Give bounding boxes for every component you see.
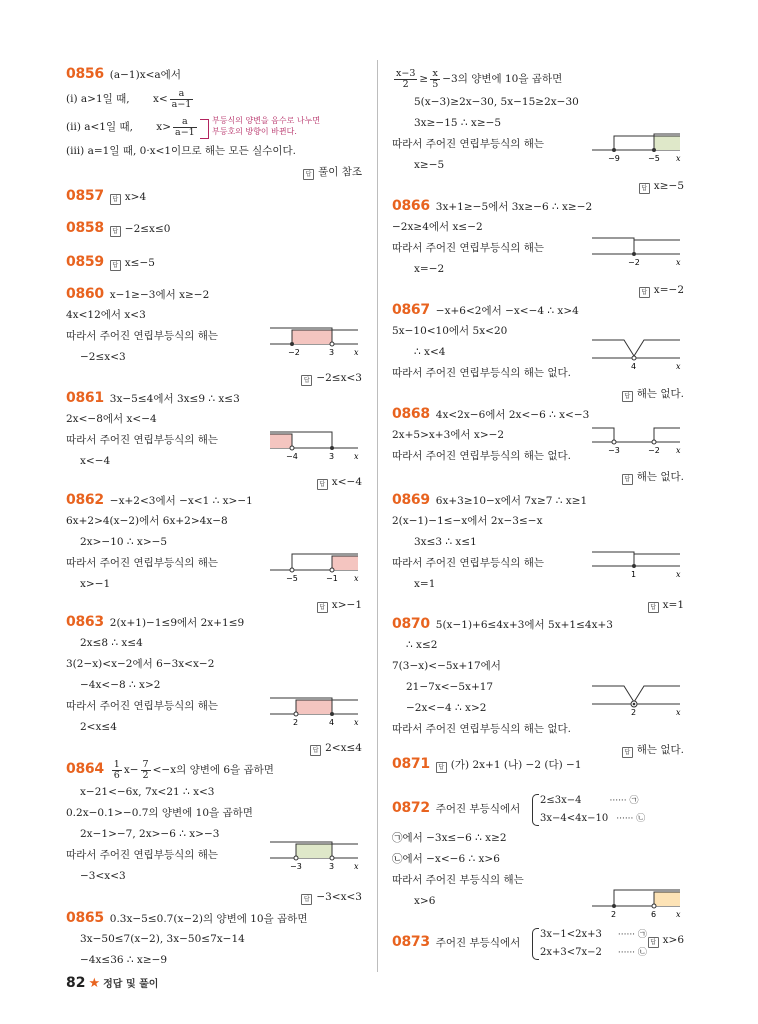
number-line (592, 128, 684, 168)
problem-number: 0872 (392, 800, 430, 816)
problem-0870 (392, 614, 684, 760)
problem-0859 (66, 252, 362, 273)
answer-icon: 답 (310, 745, 321, 756)
answer: 답 x>6 (392, 930, 684, 950)
answer: 답 풀이 참조 (66, 162, 362, 182)
answer-icon: 답 (301, 894, 312, 905)
number-line (270, 548, 362, 588)
system-brace (532, 928, 539, 960)
answer: −2≤x≤0 (124, 223, 171, 235)
solution-line: 2x>−10 ∴ x>−5 (80, 536, 168, 548)
problem-number: 0871 (392, 756, 430, 772)
svg-text:x: x (354, 348, 359, 357)
svg-text:1: 1 (631, 570, 637, 579)
answer-icon: 답 (622, 747, 633, 758)
problem-number: 0870 (392, 616, 430, 632)
solution-line: 따라서 주어진 연립부등식의 해는 없다. (392, 450, 571, 462)
solution-line: 3x≤3 ∴ x≤1 (414, 536, 477, 548)
solution-line: 4x<12에서 x<3 (66, 309, 146, 321)
problem-0860 (66, 284, 362, 388)
solution-line: 3(2−x)<x−2에서 6−3x<x−2 (66, 658, 215, 670)
problem-number: 0856 (66, 66, 104, 82)
solution-line: 따라서 주어진 연립부등식의 해는 (392, 242, 545, 254)
problem-0865-continued (392, 66, 684, 196)
problem-number: 0859 (66, 254, 104, 270)
solution-line: 3x+1≥−5에서 3x≥−6 ∴ x≥−2 (435, 201, 593, 213)
number-line (270, 836, 362, 876)
solution-line: 4x<2x−6에서 2x<−6 ∴ x<−3 (435, 409, 590, 421)
problem-number: 0869 (392, 492, 430, 508)
answer-icon: 답 (648, 602, 659, 613)
solution-line: −4x≤36 ∴ x≥−9 (80, 954, 168, 966)
number-line (270, 322, 362, 362)
problem-0865 (66, 908, 362, 971)
answer-icon: 답 (436, 762, 447, 773)
svg-text:x: x (676, 362, 681, 371)
answer-icon: 답 (317, 479, 328, 490)
svg-text:x: x (354, 452, 359, 461)
margin-note: 부등식의 양변을 음수로 나누면 부등호의 방향이 바뀐다. (212, 116, 321, 136)
answer: 답 x=1 (392, 595, 684, 615)
solution-line: 6x+2>4(x−2)에서 6x+2>4x−8 (66, 515, 228, 527)
solution-line: 0.3x−5≤0.7(x−2)의 양변에 10을 곱하면 (109, 913, 308, 925)
case-label: (ⅱ) a<1일 때, (66, 121, 133, 133)
number-line (592, 332, 684, 376)
solution-line: 2x+5>x+3에서 x>−2 (392, 429, 505, 441)
solution-line: 따라서 주어진 연립부등식의 해는 (66, 330, 219, 342)
column-divider (377, 60, 378, 972)
problem-0856 (66, 64, 362, 182)
case-expr: x> (156, 121, 172, 133)
fraction: $\frac{a}{a-1}$ (175, 115, 195, 138)
problem-number: 0868 (392, 406, 430, 422)
solution-line: x>6 (414, 895, 436, 907)
case-label: (ⅰ) a>1일 때, (66, 93, 130, 105)
answer-icon: 답 (303, 169, 314, 180)
svg-text:x: x (354, 862, 359, 871)
svg-text:−9: −9 (608, 154, 620, 163)
answer-icon: 답 (639, 287, 650, 298)
solution-line: −2x≥4에서 x≤−2 (392, 221, 483, 233)
solution-line: 7(3−x)<−5x+17에서 (392, 660, 501, 672)
inequality-system: 2≤3x−4 ······ ㉠ 3x−4<4x−10 ······ ㉡ (540, 792, 645, 828)
answer: 답 x<−4 (66, 472, 362, 492)
system-brace (532, 794, 539, 826)
problem-number: 0865 (66, 910, 104, 926)
problem-number: 0864 (66, 761, 104, 777)
solution-line: x≥−5 (414, 159, 445, 171)
answer: (가) 2x+1 (나) −2 (다) −1 (450, 759, 582, 771)
answer-icon: 답 (110, 194, 121, 205)
solution-line: x=−2 (414, 263, 445, 275)
problem-0867 (392, 300, 684, 404)
inequality-system: 3x−1<2x+3 ······ ㉠ 2x+3<7x−2 ······ ㉡ (540, 926, 647, 962)
answer: 답 해는 없다. (392, 740, 684, 760)
svg-text:x: x (676, 258, 681, 267)
answer-icon: 답 (110, 260, 121, 271)
svg-text:x: x (676, 708, 681, 717)
answer-icon: 답 (639, 183, 650, 194)
svg-text:−2: −2 (628, 258, 640, 267)
svg-text:−1: −1 (326, 574, 338, 583)
answer: 답 x=−2 (392, 280, 684, 300)
problem-number: 0867 (392, 302, 430, 318)
note-brace (200, 119, 209, 139)
solution-line: −2x<−4 ∴ x>2 (406, 702, 487, 714)
problem-number: 0862 (66, 492, 104, 508)
page-number: 82 (66, 975, 86, 991)
problem-0871 (392, 754, 684, 775)
problem-0857 (66, 186, 362, 207)
problem-0869 (392, 490, 684, 615)
solution-line: 주어진 부등식에서 (435, 937, 521, 949)
fraction: $\frac{1}{6}$ (113, 758, 120, 781)
solution-line: 5x−10<10에서 5x<20 (392, 325, 508, 337)
expr: ≥ (419, 73, 429, 85)
fraction: $\frac{x}{5}$ (432, 67, 439, 90)
solution-line: −x+2<3에서 −x<1 ∴ x>−1 (109, 495, 253, 507)
svg-text:−3: −3 (608, 446, 620, 455)
svg-text:x: x (676, 910, 681, 919)
number-line (592, 884, 684, 924)
svg-text:x: x (354, 718, 359, 727)
svg-text:−5: −5 (286, 574, 298, 583)
solution-line: 3x−5≤4에서 3x≤9 ∴ x≤3 (109, 393, 240, 405)
solution-line: 따라서 주어진 부등식의 해는 (392, 874, 524, 886)
svg-text:3: 3 (329, 862, 335, 871)
solution-line: 5(x−3)≥2x−30, 5x−15≥2x−30 (414, 96, 579, 108)
answer-icon: 답 (622, 474, 633, 485)
expr: x− (123, 764, 139, 776)
solution-line: −x+6<2에서 −x<−4 ∴ x>4 (435, 305, 579, 317)
answer-icon: 답 (648, 937, 659, 948)
number-line (592, 544, 684, 584)
solution-line: ∴ x≤2 (406, 639, 438, 651)
answer-icon: 답 (301, 375, 312, 386)
svg-text:x: x (676, 446, 681, 455)
solution-line: −4x<−8 ∴ x>2 (80, 679, 161, 691)
case-expr: x< (152, 93, 168, 105)
svg-text:3: 3 (329, 348, 335, 357)
svg-text:−4: −4 (286, 452, 298, 461)
answer: x≤−5 (124, 257, 155, 269)
solution-line: 0.2x−0.1>−0.7의 양변에 10을 곱하면 (66, 807, 253, 819)
svg-text:−5: −5 (648, 154, 660, 163)
svg-text:−2: −2 (288, 348, 300, 357)
problem-0866 (392, 196, 684, 300)
number-line (592, 420, 684, 460)
solution-line: 따라서 주어진 연립부등식의 해는 (392, 138, 545, 150)
solution-line: 3x−50≤7(x−2), 3x−50≤7x−14 (80, 933, 245, 945)
svg-text:2: 2 (293, 718, 299, 727)
problem-0862 (66, 490, 362, 615)
solution-line: (a−1)x<a에서 (109, 69, 181, 81)
answer: 답 −3<x<3 (66, 887, 362, 907)
svg-text:2: 2 (611, 910, 617, 919)
problem-number: 0863 (66, 614, 104, 630)
solution-line: ㉡에서 −x<−6 ∴ x>6 (392, 853, 500, 865)
problem-0863 (66, 612, 362, 758)
svg-text:−2: −2 (648, 446, 660, 455)
solution-line: 2x<−8에서 x<−4 (66, 413, 157, 425)
solution-line: ㉠에서 −3x≤−6 ∴ x≥2 (392, 832, 507, 844)
solution-line: 따라서 주어진 연립부등식의 해는 (66, 700, 219, 712)
number-line (592, 678, 684, 722)
answer: x>4 (124, 191, 147, 203)
answer-icon: 답 (317, 602, 328, 613)
solution-line: ∴ x<4 (414, 346, 446, 358)
problem-0868 (392, 404, 684, 487)
footer-label: 정답 및 풀이 (103, 979, 159, 990)
expr: <−x의 양변에 6을 곱하면 (152, 764, 274, 776)
solution-line: 따라서 주어진 연립부등식의 해는 (66, 557, 219, 569)
svg-text:x: x (676, 154, 681, 163)
solution-line: 5(x−1)+6≤4x+3에서 5x+1≤4x+3 (435, 619, 613, 631)
solution-line: 2(x+1)−1≤9에서 2x+1≤9 (109, 617, 245, 629)
solution-line: (ⅲ) a=1일 때, 0·x<1이므로 해는 모든 실수이다. (66, 145, 296, 157)
solution-line: 따라서 주어진 연립부등식의 해는 (66, 434, 219, 446)
solution-line: x=1 (414, 578, 436, 590)
number-line (592, 232, 684, 272)
solution-line: 2(x−1)−1≤−x에서 2x−3≤−x (392, 515, 543, 527)
svg-text:4: 4 (329, 718, 335, 727)
problem-number: 0866 (392, 198, 430, 214)
solution-line: 2x≤8 ∴ x≤4 (80, 637, 143, 649)
problem-number: 0873 (392, 934, 430, 950)
answer: 답 x>−1 (66, 595, 362, 615)
solution-line: 따라서 주어진 연립부등식의 해는 (392, 557, 545, 569)
solution-line: −3<x<3 (80, 870, 126, 882)
problem-0873 (392, 928, 684, 956)
answer: 답 해는 없다. (392, 384, 684, 404)
solution-line: x−21<−6x, 7x<21 ∴ x<3 (80, 786, 215, 798)
answer: 답 −2≤x<3 (66, 368, 362, 388)
solution-line: 3x≥−15 ∴ x≥−5 (414, 117, 502, 129)
svg-text:4: 4 (631, 362, 637, 371)
answer-icon: 답 (110, 226, 121, 237)
problem-0861 (66, 388, 362, 492)
answer: 답 2<x≤4 (66, 738, 362, 758)
solution-line: −2≤x<3 (80, 351, 126, 363)
svg-text:x: x (676, 570, 681, 579)
fraction: $\frac{x-3}{2}$ (396, 67, 416, 90)
star-icon: ★ (88, 976, 101, 991)
problem-number: 0857 (66, 188, 104, 204)
solution-line: 따라서 주어진 연립부등식의 해는 없다. (392, 723, 571, 735)
problem-number: 0860 (66, 286, 104, 302)
solution-line: x−1≥−3에서 x≥−2 (109, 289, 210, 301)
solution-line: 따라서 주어진 연립부등식의 해는 (66, 849, 219, 861)
solution-line: 21−7x<−5x+17 (406, 681, 494, 693)
problem-number: 0858 (66, 220, 104, 236)
solution-line: x>−1 (80, 578, 111, 590)
solution-line: 2x−1>−7, 2x>−6 ∴ x>−3 (80, 828, 220, 840)
problem-0864 (66, 756, 362, 907)
solution-line: x<−4 (80, 455, 111, 467)
answer-icon: 답 (622, 391, 633, 402)
solution-line: 2<x≤4 (80, 721, 117, 733)
solution-line: 6x+3≥10−x에서 7x≥7 ∴ x≥1 (435, 495, 588, 507)
page-footer (66, 975, 158, 991)
answer: 답 해는 없다. (392, 467, 684, 487)
svg-text:x: x (354, 574, 359, 583)
svg-text:3: 3 (329, 452, 335, 461)
solution-line: 따라서 주어진 연립부등식의 해는 없다. (392, 367, 571, 379)
solution-line: 주어진 부등식에서 (435, 803, 521, 815)
svg-text:−3: −3 (290, 862, 302, 871)
svg-text:2: 2 (631, 708, 637, 717)
problem-number: 0861 (66, 390, 104, 406)
expr: −3의 양변에 10을 곱하면 (442, 73, 563, 85)
problem-0858 (66, 218, 362, 239)
answer: 답 x≥−5 (392, 176, 684, 196)
svg-text:6: 6 (651, 910, 657, 919)
number-line (270, 692, 362, 732)
fraction: $\frac{a}{a-1}$ (171, 87, 192, 110)
fraction: $\frac{7}{2}$ (142, 758, 149, 781)
number-line (270, 426, 362, 466)
